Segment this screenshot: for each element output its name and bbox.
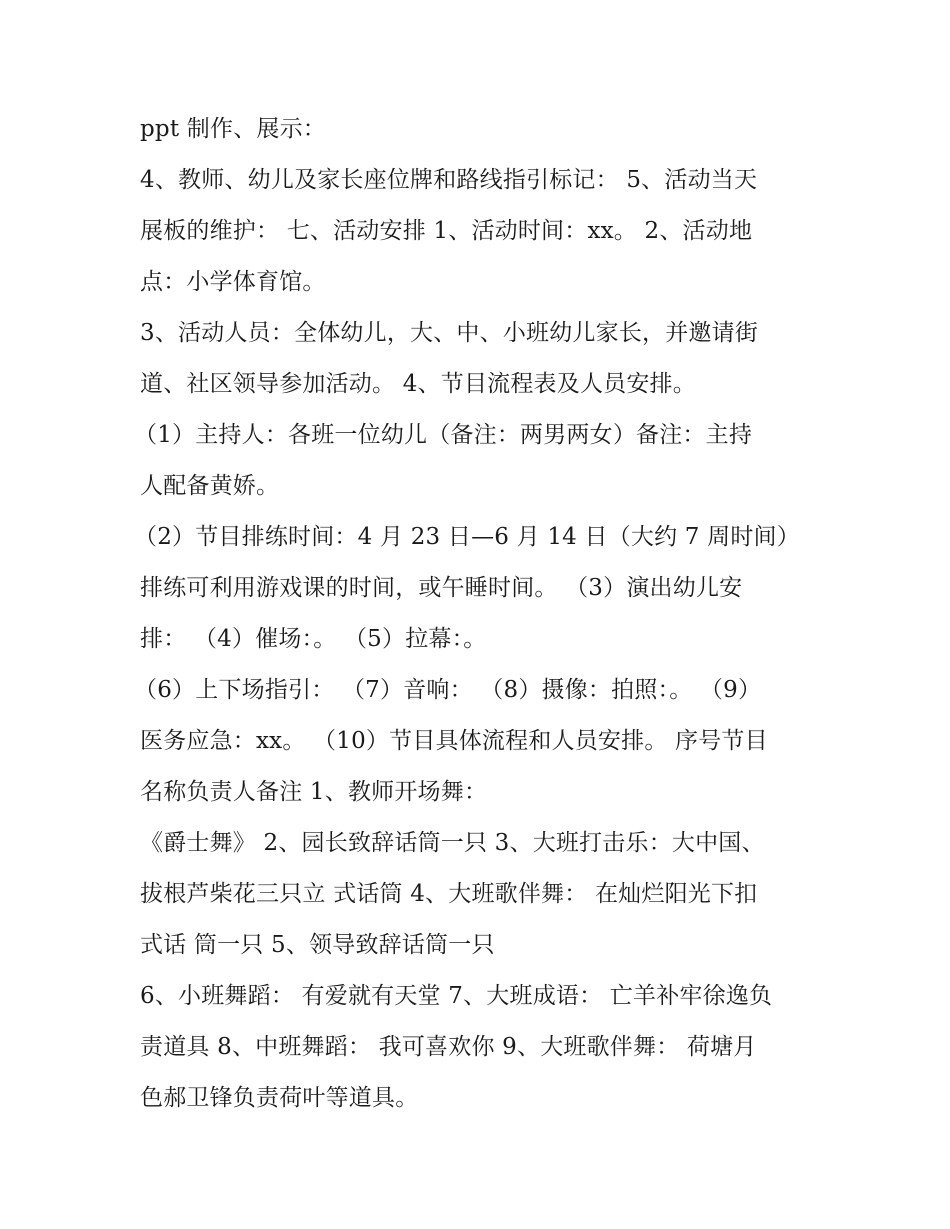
text-line: （6）上下场指引： （7）音响： （8）摄像：拍照：。 （9） <box>134 677 762 703</box>
text-line: 式话 筒一只 5、领导致辞话筒一只 <box>140 932 495 958</box>
text-line: 3、活动人员：全体幼儿，大、中、小班幼儿家长，并邀请街 <box>140 320 759 346</box>
text-line: ppt 制作、展示： <box>140 116 326 142</box>
text-line: 点：小学体育馆。 <box>140 269 326 295</box>
text-line: 展板的维护： 七、活动安排 1、活动时间：xx。 2、活动地 <box>140 218 753 244</box>
text-line: 排： （4）催场：。 （5）拉幕：。 <box>140 626 487 652</box>
document-body <box>134 104 820 1124</box>
text-line: 《爵士舞》 2、园长致辞话筒一只 3、大班打击乐：大中国、 <box>140 830 765 856</box>
text-line: 人配备黄娇。 <box>140 473 280 499</box>
text-line: 拔根芦柴花三只立 式话筒 4、大班歌伴舞： 在灿烂阳光下扣 <box>140 881 758 907</box>
text-line: 4、教师、幼儿及家长座位牌和路线指引标记： 5、活动当天 <box>140 167 758 193</box>
text-line: 责道具 8、中班舞蹈： 我可喜欢你 9、大班歌伴舞： 荷塘月 <box>140 1034 757 1060</box>
text-line: （1）主持人：各班一位幼儿（备注：两男两女）备注：主持 <box>134 422 753 448</box>
text-line: 6、小班舞蹈： 有爱就有天堂 7、大班成语： 亡羊补牢徐逸负 <box>140 983 773 1009</box>
text-line: 名称负责人备注 1、教师开场舞： <box>140 779 488 805</box>
text-line: 道、社区领导参加活动。 4、节目流程表及人员安排。 <box>140 371 696 397</box>
text-line: 排练可利用游戏课的时间，或午睡时间。 （3）演出幼儿安 <box>140 575 743 601</box>
text-line: （2）节目排练时间：4 月 23 日—6 月 14 日（大约 7 周时间） <box>134 524 800 550</box>
text-line: 医务应急：xx。 （10）节目具体流程和人员安排。 序号节目 <box>140 728 768 754</box>
text-line: 色郝卫锋负责荷叶等道具。 <box>140 1085 419 1111</box>
